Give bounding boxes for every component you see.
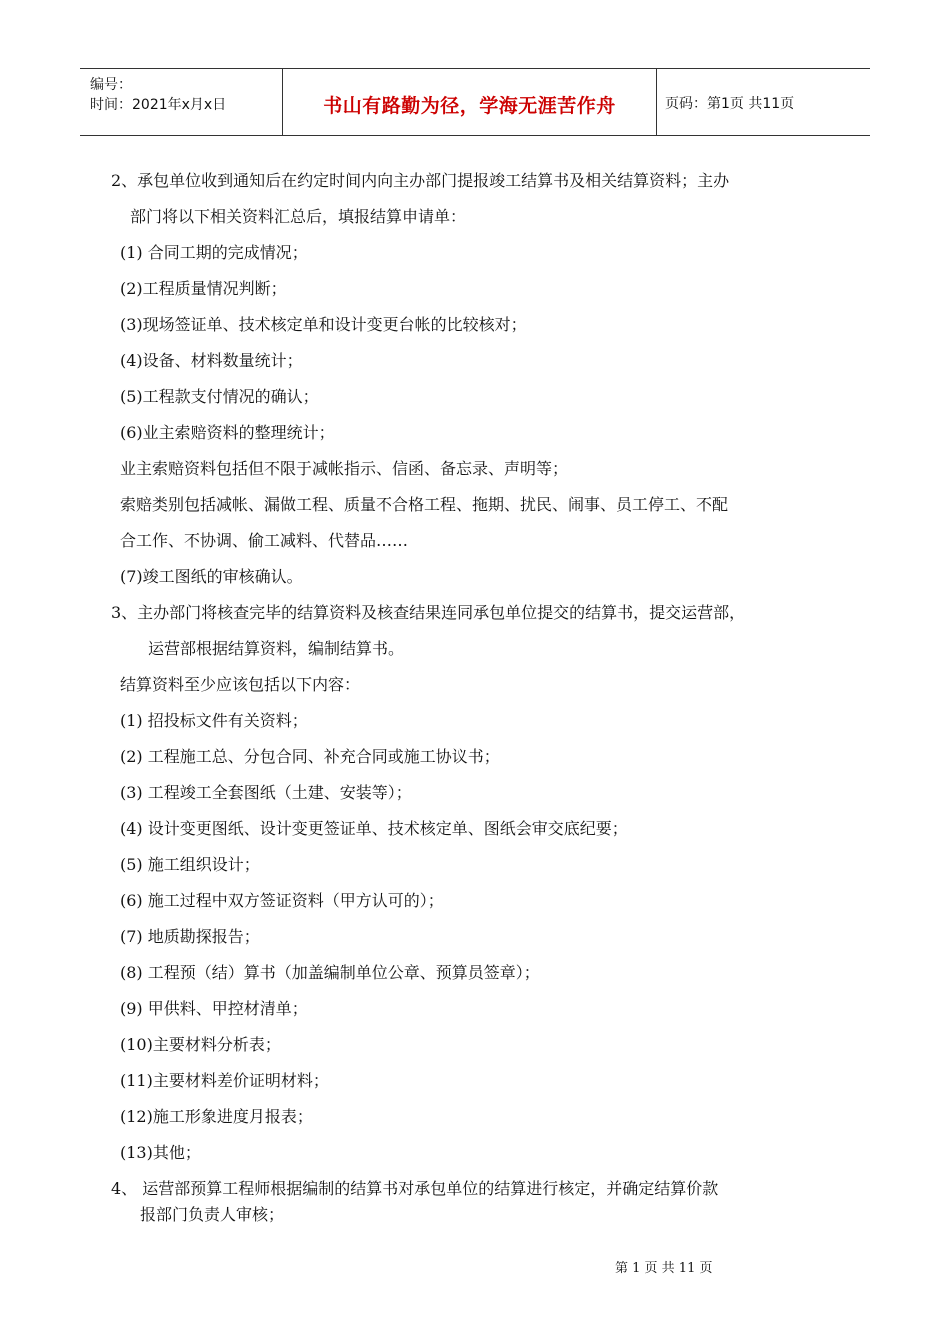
list-item: (2) 工程施工总、分包合同、补充合同或施工协议书； [120,747,500,766]
list-item: (6) 施工过程中双方签证资料（甲方认可的）； [120,891,444,910]
list-item: (7)竣工图纸的审核确认。 [120,567,303,586]
header-page-label: 页码：第1页 共11页 [665,96,795,112]
paragraph-line: 合工作、不协调、偷工减料、代替品…… [120,531,409,550]
header-motto: 书山有路勤为径，学海无涯苦作舟 [323,95,616,117]
paragraph-line: 报部门负责人审核； [140,1205,285,1224]
list-item: (3) 工程竣工全套图纸（土建、安装等）； [120,783,412,802]
document-date-label: 时间：2021年x月x日 [90,97,227,113]
paragraph-line: 2、承包单位收到通知后在约定时间内向主办部门提报竣工结算书及相关结算资料；主办 [111,171,730,190]
list-item: (4)设备、材料数量统计； [120,351,303,370]
header-right-cell [657,69,870,135]
list-item: (1) 招投标文件有关资料； [120,711,308,730]
paragraph-line: 业主索赔资料包括但不限于减帐指示、信函、备忘录、声明等； [120,459,569,478]
list-item: (1) 合同工期的完成情况； [120,243,308,262]
page-footer: 第 1 页 共 11 页 [615,1261,713,1276]
header-left-cell [80,69,282,135]
list-item: (3)现场签证单、技术核定单和设计变更台帐的比较核对； [120,315,527,334]
paragraph-line: 部门将以下相关资料汇总后，填报结算申请单： [130,207,467,226]
paragraph-line: 4、 运营部预算工程师根据编制的结算书对承包单位的结算进行核定，并确定结算价款 [111,1179,719,1198]
list-item: (10)主要材料分析表； [120,1035,281,1054]
page-header [80,68,870,136]
list-item: (2)工程质量情况判断； [120,279,287,298]
list-item: (12)施工形象进度月报表； [120,1107,313,1126]
document-number-label: 编号： [90,77,132,93]
paragraph-line: 索赔类别包括减帐、漏做工程、质量不合格工程、拖期、扰民、闹事、员工停工、不配 [120,495,729,514]
list-item: (9) 甲供料、甲控材清单； [120,999,308,1018]
list-item: (4) 设计变更图纸、设计变更签证单、技术核定单、图纸会审交底纪要； [120,819,628,838]
list-item: (6)业主索赔资料的整理统计； [120,423,335,442]
list-item: (11)主要材料差价证明材料； [120,1071,329,1090]
list-item: (5)工程款支付情况的确认； [120,387,319,406]
paragraph-line: 3、主办部门将核查完毕的结算资料及核查结果连同承包单位提交的结算书，提交运营部， [111,603,746,622]
list-item: (13)其他； [120,1143,201,1162]
paragraph-line: 结算资料至少应该包括以下内容： [120,675,361,694]
list-item: (5) 施工组织设计； [120,855,260,874]
paragraph-line: 运营部根据结算资料，编制结算书。 [148,639,405,658]
list-item: (8) 工程预（结）算书（加盖编制单位公章、预算员签章）； [120,963,540,982]
list-item: (7) 地质勘探报告； [120,927,260,946]
header-motto-cell [282,69,657,135]
